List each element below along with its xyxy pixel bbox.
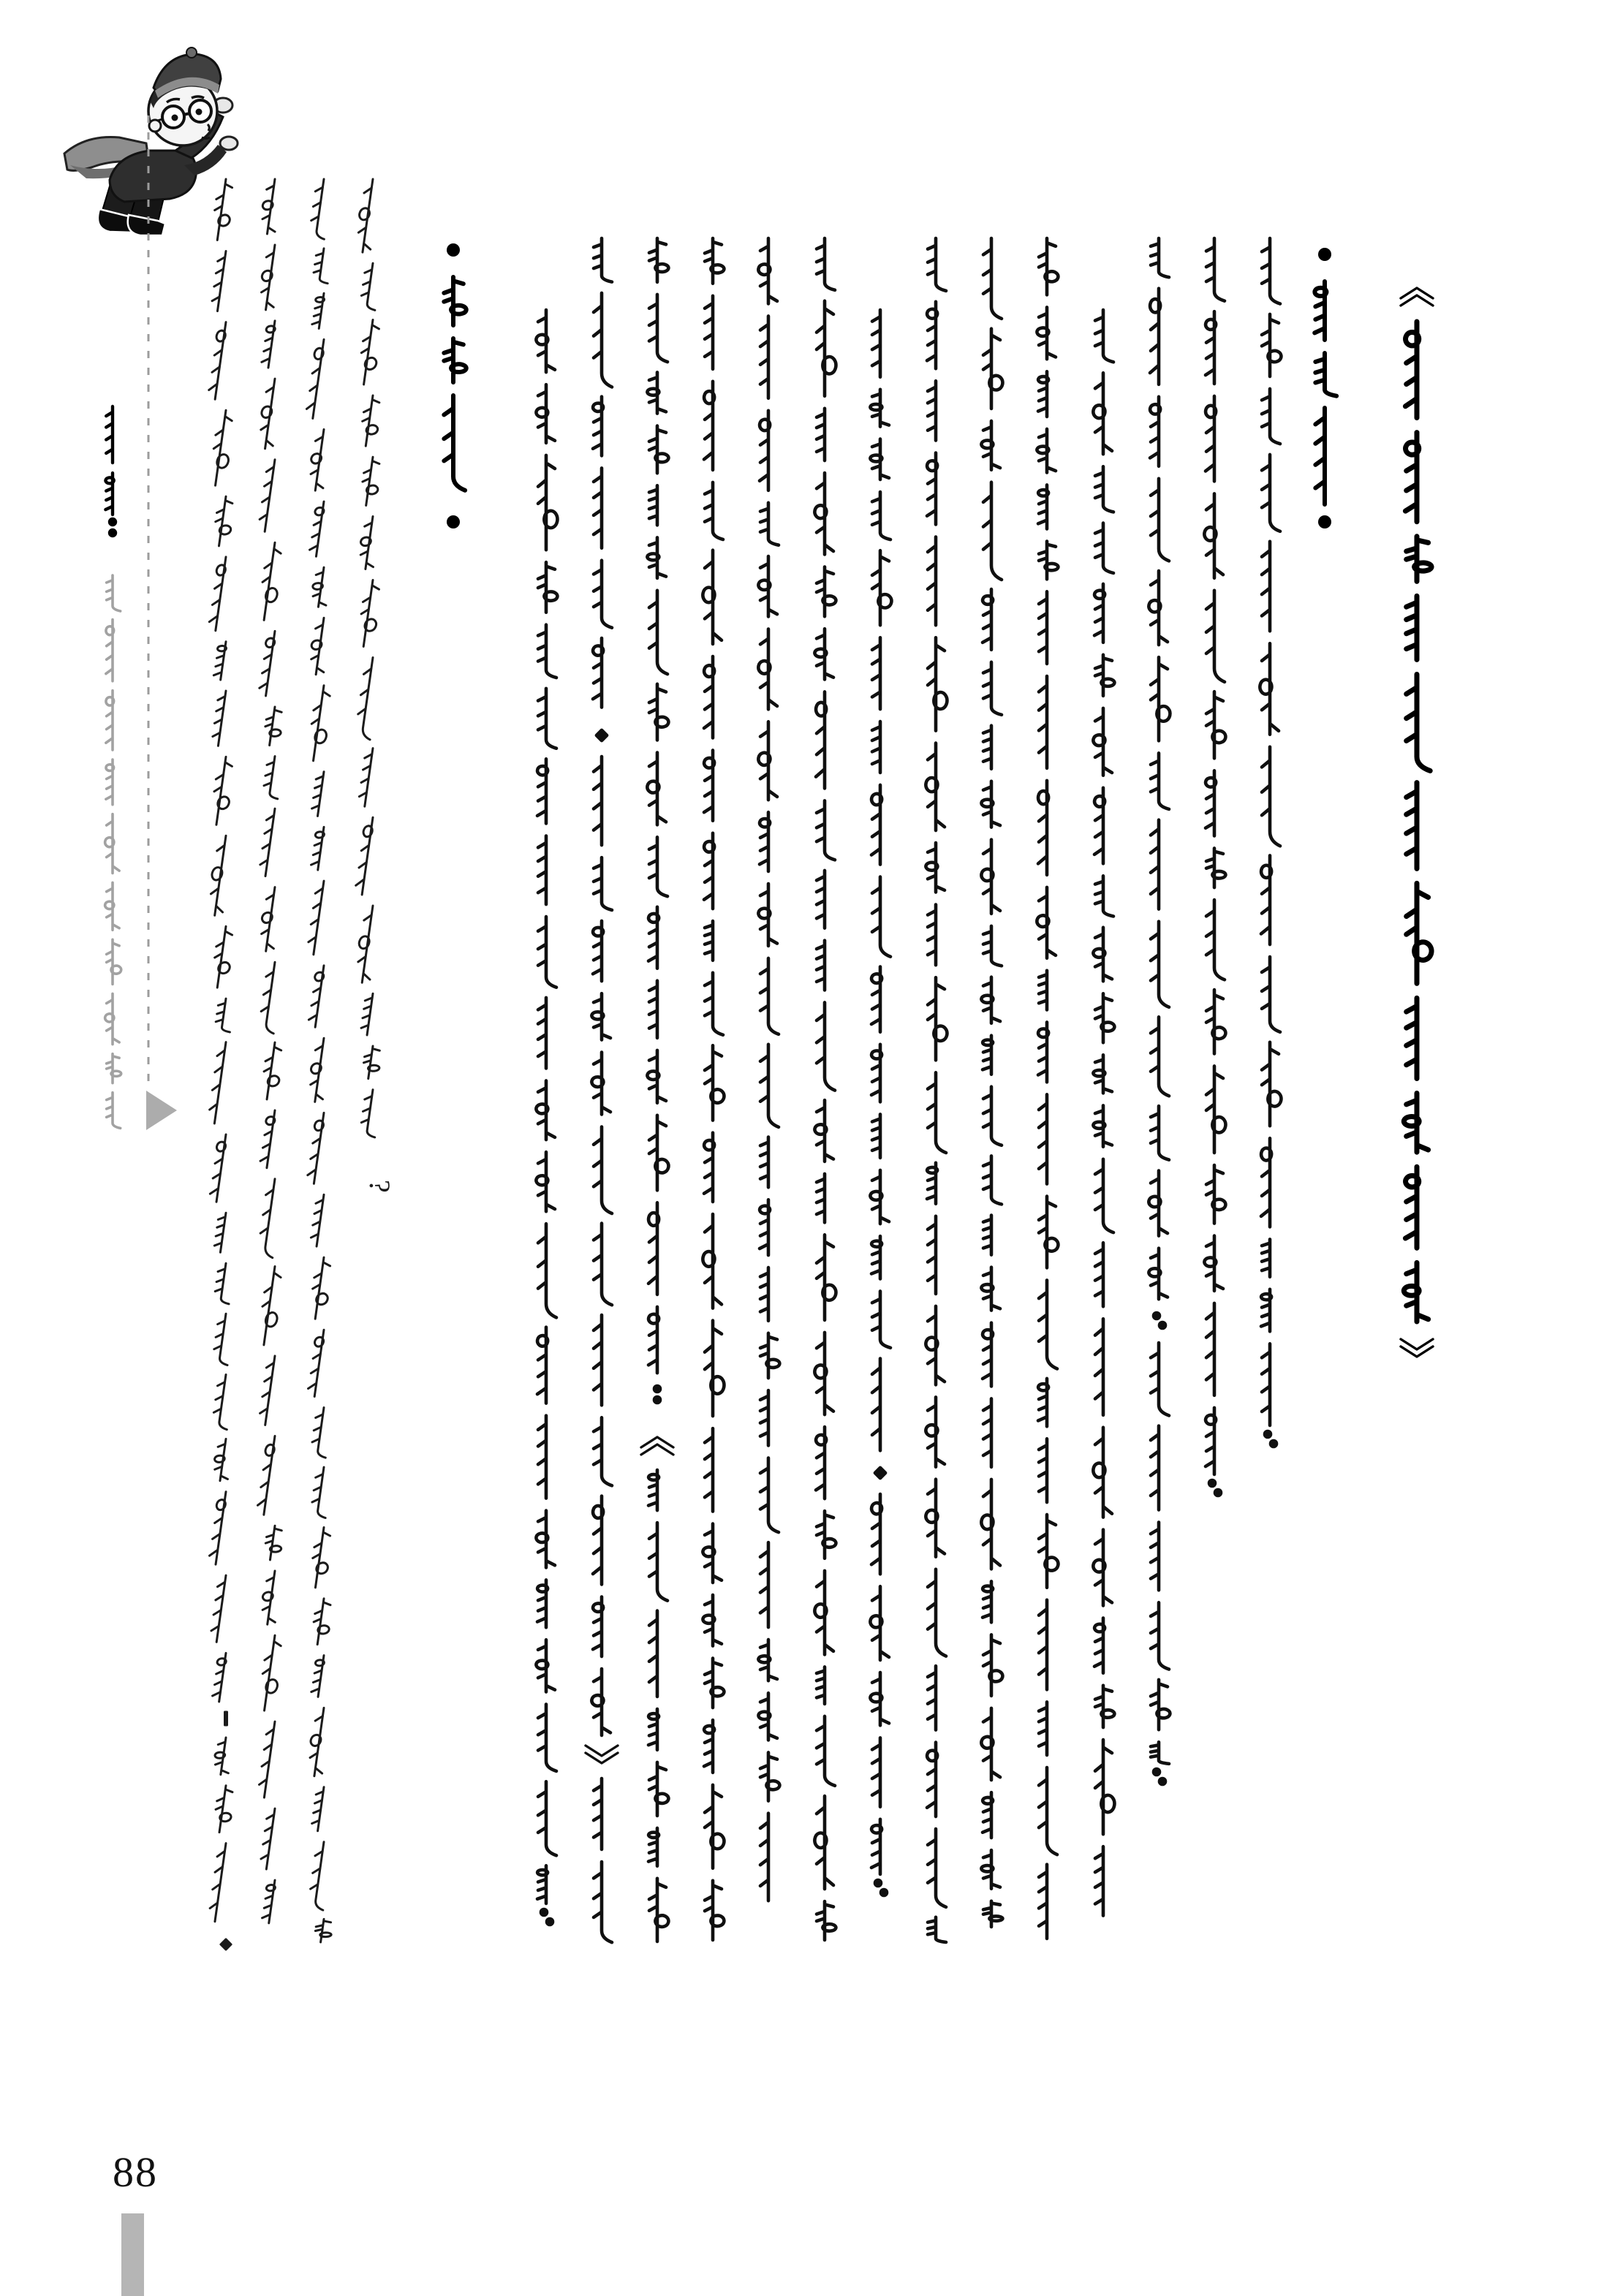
mascot-mouth xyxy=(202,137,210,139)
mascot-ear xyxy=(149,120,161,132)
punctuation-dot xyxy=(654,1386,660,1392)
mascot-eyebrow xyxy=(192,96,204,98)
script-line-body xyxy=(981,238,1002,1927)
script-line-body xyxy=(814,238,836,1940)
punctuation-dot xyxy=(881,1890,887,1895)
punctuation-dot xyxy=(547,1919,553,1925)
script-line-title xyxy=(1401,288,1433,1357)
script-line-body xyxy=(1149,238,1170,1784)
mascot-eye xyxy=(196,109,203,115)
close-quote-bracket xyxy=(1401,1339,1433,1349)
script-line-body xyxy=(641,238,673,1941)
open-quote-bracket xyxy=(1401,295,1433,306)
mascot-illustration xyxy=(64,48,238,235)
script-line-handwritten xyxy=(206,179,235,1950)
footer-bar xyxy=(121,2213,144,2296)
mascot-hand xyxy=(220,137,238,150)
question-mark: ? xyxy=(363,1180,396,1193)
punctuation-dot xyxy=(1209,1480,1215,1486)
script-line-body xyxy=(1093,310,1114,1916)
script-line-handwritten xyxy=(257,179,284,1923)
punctuation-dot xyxy=(110,519,116,525)
punctuation-dot xyxy=(541,1909,547,1915)
comma-mark xyxy=(221,1939,231,1950)
punctuation-dot xyxy=(110,530,116,536)
script-line-body xyxy=(870,310,891,1895)
page-number: 88 xyxy=(113,2148,158,2196)
script-line-sidebar-note xyxy=(105,575,121,1128)
mascot-hat-button xyxy=(186,48,197,58)
script-line-handwritten xyxy=(306,179,333,1942)
script-line-body xyxy=(536,310,557,1925)
mongolian-text-simulation xyxy=(105,179,1433,1950)
mascot-eye xyxy=(172,115,178,121)
punctuation-dot xyxy=(654,1397,660,1403)
script-line-section-header xyxy=(1314,248,1336,528)
script-line-body xyxy=(1204,238,1225,1496)
punctuation-dot xyxy=(1154,1313,1159,1319)
script-line-body xyxy=(586,238,618,1942)
bullet-icon xyxy=(1318,515,1331,528)
script-line-handwritten-question xyxy=(354,179,396,1193)
close-quote-bracket xyxy=(586,1746,618,1756)
dash-mark xyxy=(225,1712,227,1725)
bullet-icon xyxy=(447,243,460,257)
script-line-sidebar-lead xyxy=(105,406,116,536)
punctuation-dot xyxy=(1265,1431,1271,1437)
open-quote-bracket xyxy=(641,1444,673,1455)
punctuation-dot xyxy=(875,1880,881,1886)
sidebar-rule-layer xyxy=(146,115,177,1130)
punctuation-dot xyxy=(1215,1490,1221,1496)
bullet-icon xyxy=(1318,248,1331,261)
bullet-icon xyxy=(447,515,460,528)
script-line-body xyxy=(1260,238,1281,1447)
punctuation-dot xyxy=(1154,1769,1159,1775)
script-line-body xyxy=(758,238,779,1901)
punctuation-dot xyxy=(1271,1441,1276,1447)
script-line-body xyxy=(1037,238,1058,1939)
punctuation-dot xyxy=(1159,1778,1165,1784)
comma-mark xyxy=(875,1468,885,1478)
punctuation-dot xyxy=(1159,1322,1165,1328)
sidebar-arrow-icon xyxy=(146,1091,177,1130)
comma-mark xyxy=(597,730,607,740)
mascot-glasses-bridge xyxy=(184,113,190,115)
script-line-body xyxy=(926,238,947,1942)
script-line-section-header xyxy=(444,243,466,528)
script-line-body xyxy=(703,238,724,1940)
